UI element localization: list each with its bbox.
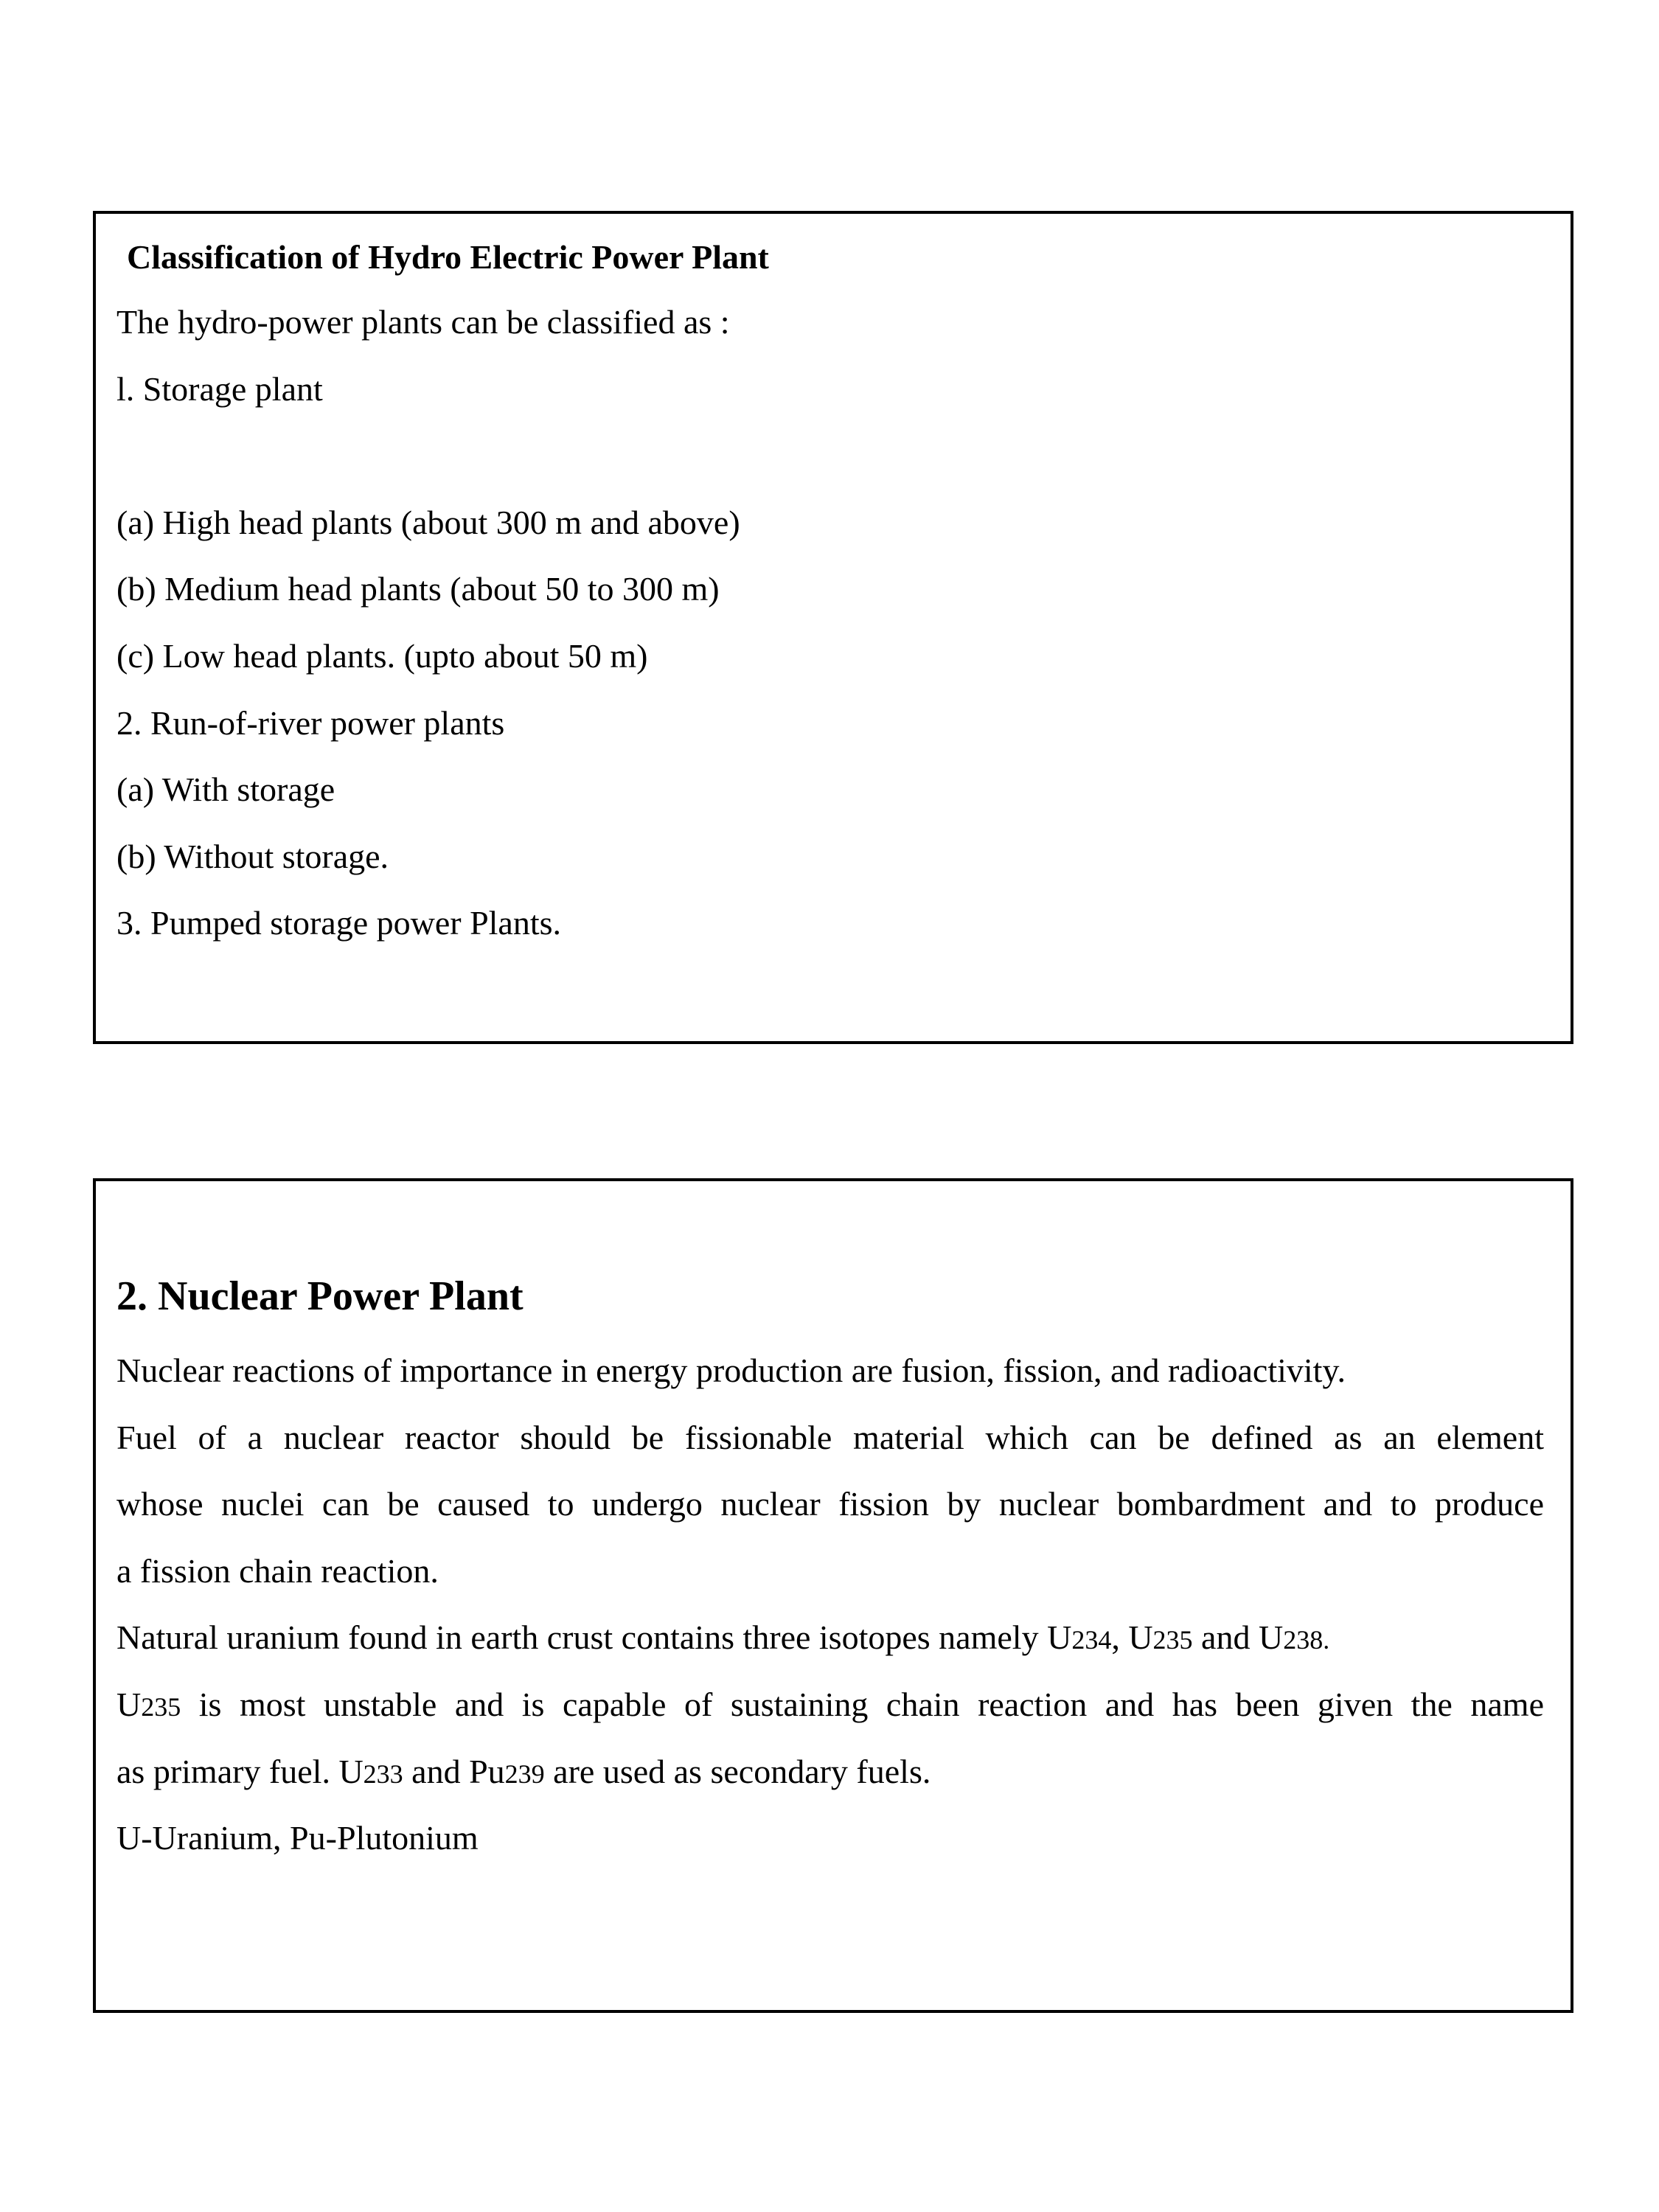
list-item-pumped-storage: 3. Pumped storage power Plants. (116, 904, 562, 942)
secondary-fuels-post: are used as secondary fuels. (544, 1753, 931, 1790)
u235-text: is most unstable and is capable of sustaining chain reaction and has been given the name (181, 1686, 1544, 1723)
isotope-235: 235 (1152, 1625, 1193, 1655)
pu239-isotope: 239 (504, 1759, 545, 1789)
list-item-run-of-river: 2. Run-of-river power plants (116, 704, 505, 742)
element-legend: U-Uranium, Pu-Plutonium (116, 1819, 479, 1857)
isotope-234: 234 (1071, 1625, 1112, 1655)
nuclear-paragraph-2-line-2: whose nuclei can be caused to undergo nuclear fission by nuclear bombardment and to produce (116, 1485, 1544, 1523)
isotopes-sentence (116, 1618, 1630, 1656)
isotopes-text-end: . (1323, 1625, 1330, 1655)
u235-prefix: U (116, 1686, 142, 1723)
u233-isotope: 233 (363, 1759, 403, 1789)
nuclear-paragraph-2-line-1: Fuel of a nuclear reactor should be fissionable material which can be defined as an element (116, 1419, 1544, 1456)
list-item-without-storage: (b) Without storage. (116, 838, 389, 875)
list-item-storage-plant: l. Storage plant (116, 370, 323, 408)
secondary-fuels-pre: as primary fuel. U (116, 1753, 364, 1790)
secondary-fuels-mid: and Pu (403, 1753, 505, 1790)
u235-sentence-line-2 (116, 1755, 1630, 1789)
hydro-intro: The hydro-power plants can be classified as : (116, 303, 730, 341)
isotopes-text-mid1: , U (1111, 1618, 1153, 1656)
nuclear-paragraph-2-line-3: a fission chain reaction. (116, 1552, 439, 1590)
u235-isotope: 235 (141, 1692, 181, 1722)
isotopes-text-mid2: and U (1192, 1618, 1284, 1656)
list-item-high-head: (a) High head plants (about 300 m and above) (116, 504, 740, 541)
isotopes-text-pre: Natural uranium found in earth crust contains three isotopes namely U (116, 1618, 1072, 1656)
nuclear-paragraph-1: Nuclear reactions of importance in energy production are fusion, fission, and radioactivity. (116, 1352, 1346, 1389)
isotope-238: 238 (1283, 1625, 1324, 1655)
list-item-medium-head: (b) Medium head plants (about 50 to 300 m) (116, 570, 720, 608)
hydro-section-title: Classification of Hydro Electric Power Plant (127, 238, 769, 276)
list-item-with-storage: (a) With storage (116, 771, 335, 808)
nuclear-section-title: 2. Nuclear Power Plant (116, 1273, 524, 1319)
u235-sentence-line-1 (116, 1688, 1544, 1722)
list-item-low-head: (c) Low head plants. (upto about 50 m) (116, 637, 648, 675)
